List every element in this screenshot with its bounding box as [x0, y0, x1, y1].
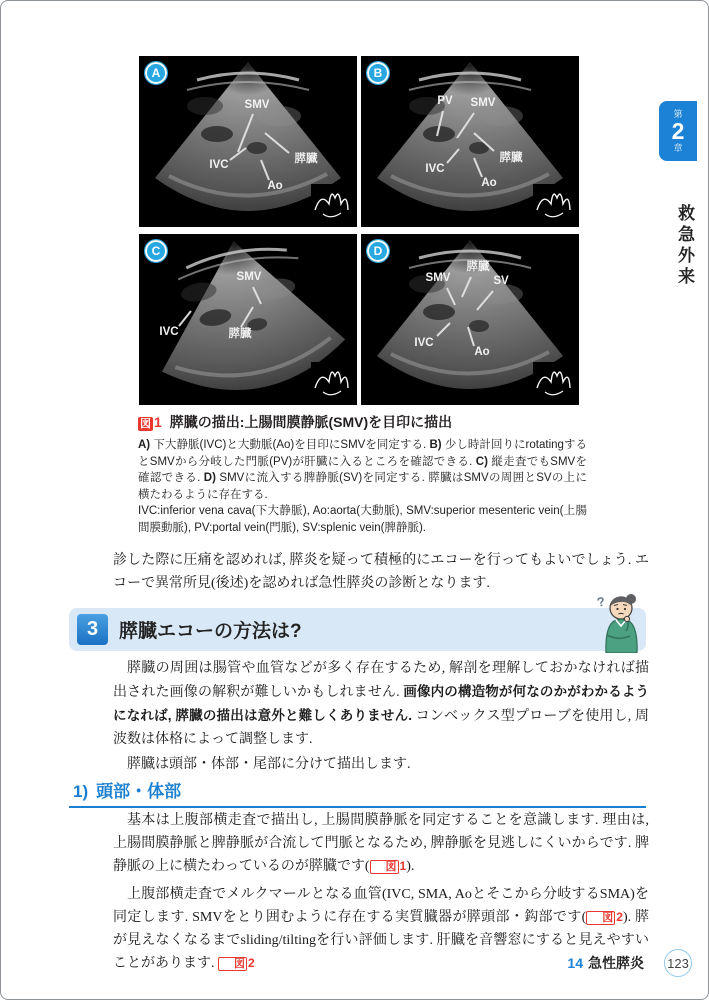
- body-text: コンベックス型プローブを使用し, 周波数は体格によって調整します.: [113, 709, 649, 747]
- body-text: SMVに流入する脾静脈(SV)を同定する. 膵臓はSMVの周囲とSVの上に横たわるように存在する.: [138, 472, 588, 501]
- emphasis-text: C): [475, 455, 488, 468]
- figure-reference-box: 図: [218, 957, 247, 971]
- panel-badge-D: D: [367, 240, 389, 262]
- ultrasound-panel-B: [361, 56, 579, 227]
- figure-reference-box: 図: [586, 911, 615, 925]
- body-text: ). 膵が見えなくなるまでsliding/tiltingを行い評価します. 肝臓を音響窓にすると見えやすいことがあります.: [113, 910, 649, 971]
- body-marker-icon: [311, 184, 351, 222]
- figure1-caption: [138, 412, 587, 536]
- ultrasound-image: [361, 234, 579, 405]
- anatomy-label: IVC: [414, 337, 434, 349]
- emphasis-text: A): [138, 439, 151, 451]
- footer-section: [567, 953, 644, 973]
- page-footer: [567, 949, 692, 977]
- figure-reference: 図 1: [370, 859, 407, 873]
- anatomy-label: Ao: [474, 346, 490, 358]
- figure-reference: 図 2: [586, 910, 623, 924]
- chapter-tab: [659, 101, 697, 161]
- ultrasound-panel-D: [361, 234, 579, 405]
- body-marker-icon: [533, 362, 573, 400]
- chapter-prefix: 第: [673, 108, 683, 119]
- anatomy-label: PV: [437, 95, 453, 107]
- subsection1-paragraph-1: [113, 809, 649, 878]
- figure1-description: [138, 437, 587, 503]
- anatomy-label: SMV: [470, 97, 496, 109]
- body-text: 下大静脈(IVC)と大動脈(Ao)を目印にSMVを同定する.: [150, 439, 430, 451]
- figure-reference-box: 図: [370, 860, 399, 874]
- ultrasound-image: [139, 56, 357, 227]
- svg-text:?: ?: [595, 593, 607, 610]
- subsection1-header: [69, 777, 646, 808]
- emphasis-text: 画像内の構造物が何なのかがわかるようになれば, 膵臓の描出は意外と難しくありません.: [113, 684, 650, 723]
- ultrasound-panel-A: [139, 56, 357, 227]
- body-text: 縦走査でもSMVを確認できる.: [138, 455, 587, 484]
- body-text: ).: [406, 859, 415, 874]
- figure-label-box: 図: [140, 418, 151, 430]
- thinking-doctor-icon: [592, 591, 644, 653]
- anatomy-label: 膵臓: [294, 153, 318, 165]
- section3-paragraph-1: [113, 657, 649, 751]
- emphasis-text: B): [429, 439, 442, 451]
- footer-section-number: 14: [567, 955, 583, 971]
- panel-badge-B: B: [367, 62, 389, 84]
- panel-badge-A: A: [145, 62, 167, 84]
- figure1-abbreviations: IVC:inferior vena cava(下大静脈), Ao:aorta(大動脈), SMV:superior mesenteric vein(上腸間膜動脈), PV:portal vein(門脈), SV:splenic vein(脾静脈).: [138, 505, 587, 534]
- chapter-suffix: 章: [673, 142, 683, 153]
- section3-banner: [69, 593, 646, 651]
- chapter-title: 救急外来: [675, 204, 694, 288]
- figure1-panel-grid: [139, 56, 579, 405]
- anatomy-label: IVC: [425, 163, 445, 175]
- figure1-title: [138, 412, 587, 432]
- body-text: 基本は上腹部横走査で描出し, 上腸間膜静脈を同定することを意識します. 理由は, 上腸間膜静脈と脾静脈が合流して門脈となるため, 脾静脈を見逃しにくいからです. 脾静脈の上に横たわっているのが膵臓です(: [113, 813, 649, 874]
- intro-paragraph: [113, 549, 649, 595]
- subsection1-title: 1) 頭部・体部: [73, 782, 182, 801]
- anatomy-label: SV: [493, 275, 509, 287]
- figure-label-number: 1: [154, 414, 162, 430]
- emphasis-text: D): [203, 472, 216, 484]
- section3-title: 膵臓エコーの方法は?: [119, 621, 302, 642]
- body-text: 膵臓の周囲は腸管や血管などが多く存在するため, 解剖を理解しておかなければ描出された画像の解釈が難しいかもしれません.: [113, 661, 649, 700]
- section3-paragraph-2: [113, 753, 649, 776]
- anatomy-label: SMV: [425, 272, 451, 284]
- ultrasound-image: [139, 234, 357, 405]
- anatomy-label: Ao: [481, 177, 497, 189]
- anatomy-label: IVC: [159, 326, 179, 338]
- anatomy-label: SMV: [244, 99, 270, 111]
- body-text: 上腹部横走査でメルクマールとなる血管(IVC, SMA, Aoとそこから分岐するSMA)を同定します. SMVをとり囲むように存在する実質臓器が膵頭部・鈎部です(: [113, 887, 649, 925]
- footer-section-title: 急性膵炎: [588, 955, 644, 971]
- figure-reference: 図 2: [218, 956, 255, 970]
- panel-badge-C: C: [145, 240, 167, 262]
- anatomy-label: Ao: [267, 180, 283, 192]
- body-marker-icon: [311, 362, 351, 400]
- anatomy-label: 膵臓: [466, 261, 490, 273]
- anatomy-label: IVC: [209, 159, 229, 171]
- body-text: 少し時計回りにrotatingするとSMVから分岐した門脈(PV)が肝臓に入るところを確認できる.: [138, 439, 587, 468]
- figure1-title-text: 膵臓の描出:上腸間膜静脈(SMV)を目印に描出: [169, 414, 453, 430]
- anatomy-label: 膵臓: [228, 328, 252, 340]
- section3-number-box: 3: [77, 614, 108, 645]
- body-text: 診した際に圧痛を認めれば, 膵炎を疑って積極的にエコーを行ってもよいでしょう. エコーで異常所見(後述)を認めれば急性膵炎の診断となります.: [113, 553, 649, 591]
- ultrasound-panel-C: [139, 234, 357, 405]
- anatomy-label: SMV: [236, 271, 262, 283]
- subsection1-label: 1): [73, 782, 89, 801]
- chapter-number: 2: [671, 117, 685, 144]
- anatomy-label: 膵臓: [499, 152, 523, 164]
- ultrasound-image: [361, 56, 579, 227]
- page-number: 123: [664, 949, 692, 977]
- body-marker-icon: [533, 184, 573, 222]
- body-text: 膵臓は頭部・体部・尾部に分けて描出します.: [127, 757, 411, 772]
